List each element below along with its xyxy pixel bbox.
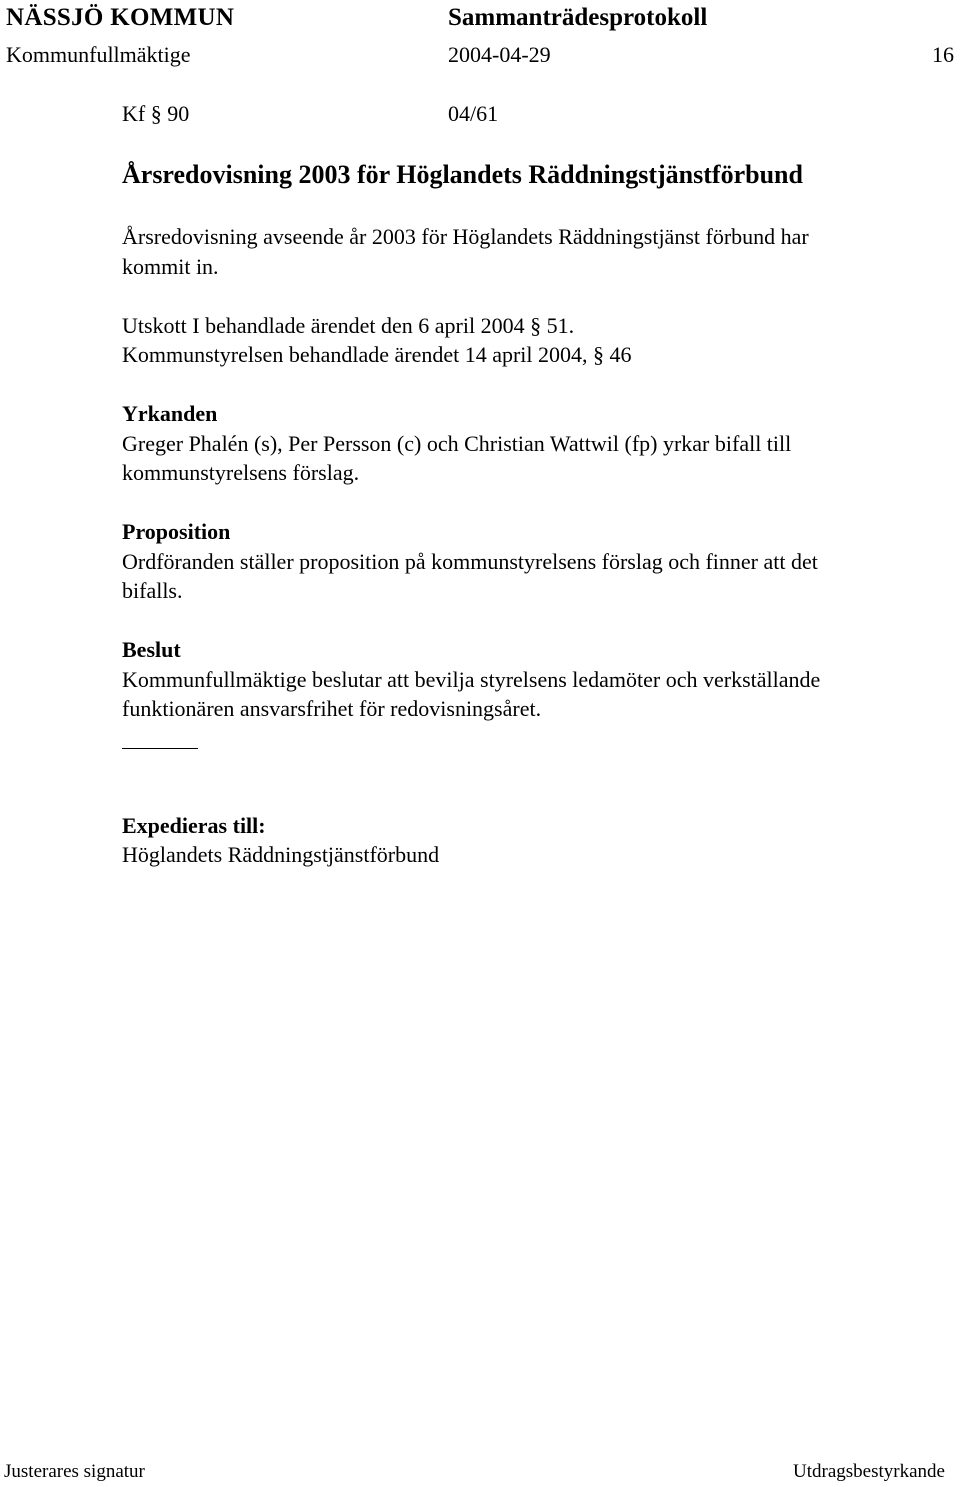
beslut-heading: Beslut bbox=[122, 637, 181, 662]
organization-name: NÄSSJÖ KOMMUN bbox=[6, 4, 235, 31]
governing-body: Kommunfullmäktige bbox=[6, 42, 191, 67]
history-line: Kommunstyrelsen behandlade ärendet 14 april 2004, § 46 bbox=[122, 342, 632, 367]
beslut-line: Kommunfullmäktige beslutar att bevilja styrelsens ledamöter och verkställande bbox=[122, 666, 821, 692]
proposition-heading: Proposition bbox=[122, 519, 231, 544]
document-type: Sammanträdesprotokoll bbox=[448, 4, 708, 31]
intro-line: Årsredovisning avseende år 2003 för Höglandets Räddningstjänst förbund har bbox=[122, 224, 809, 249]
yrkanden-line: kommunstyrelsens förslag. bbox=[122, 460, 360, 485]
document-body bbox=[122, 222, 922, 870]
history-line: Utskott I behandlade ärendet den 6 april 2004 § 51. bbox=[122, 312, 575, 338]
item-title: Årsredovisning 2003 för Höglandets Räddningstjänstförbund bbox=[122, 160, 803, 189]
paragraph-reference: Kf § 90 bbox=[122, 101, 190, 126]
yrkanden-heading: Yrkanden bbox=[122, 401, 218, 426]
beslut-line: funktionären ansvarsfrihet för redovisningsåret. bbox=[122, 696, 542, 721]
page-number: 16 bbox=[932, 42, 954, 67]
case-number: 04/61 bbox=[448, 101, 499, 126]
meeting-date: 2004-04-29 bbox=[448, 42, 551, 67]
expedieras-heading: Expedieras till: bbox=[122, 812, 266, 838]
proposition-line: bifalls. bbox=[122, 578, 183, 603]
expedieras-recipient: Höglandets Räddningstjänstförbund bbox=[122, 842, 440, 867]
yrkanden-line: Greger Phalén (s), Per Persson (c) och Christian Wattwil (fp) yrkar bifall till bbox=[122, 430, 792, 456]
footer-certification-label: Utdragsbestyrkande bbox=[793, 1461, 945, 1482]
footer-signature-label: Justerares signatur bbox=[4, 1461, 145, 1482]
intro-line: kommit in. bbox=[122, 253, 219, 279]
proposition-line: Ordföranden ställer proposition på kommunstyrelsens förslag och finner att det bbox=[122, 548, 818, 574]
